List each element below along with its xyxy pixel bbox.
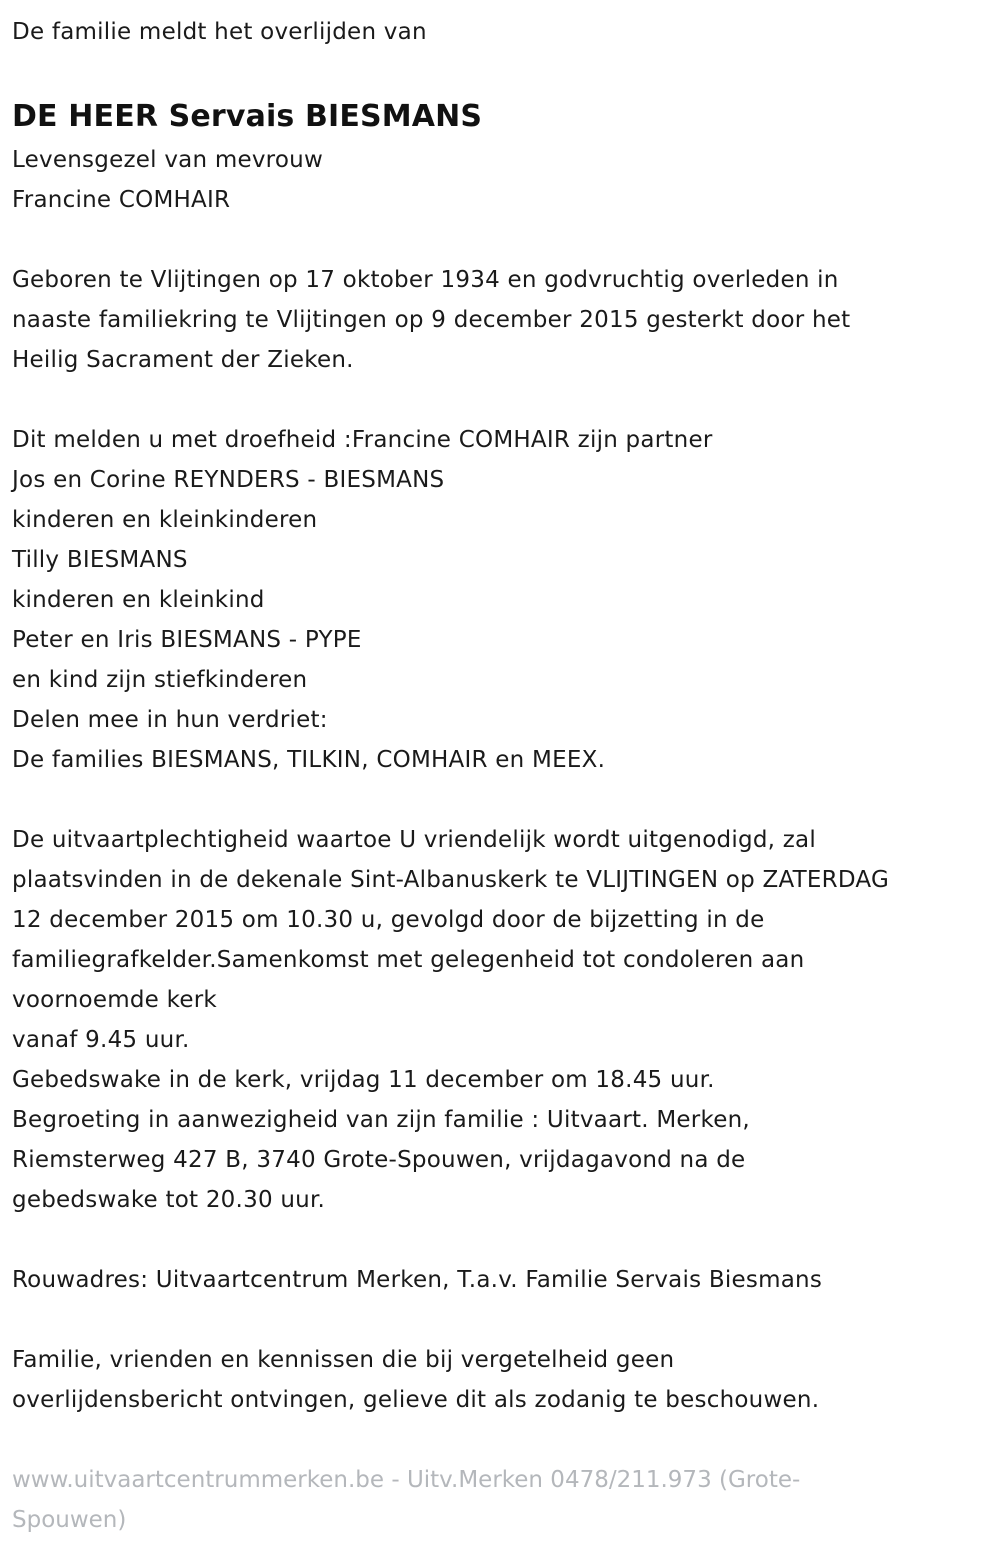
ceremony-line: plaatsvinden in de dekenale Sint-Albanuskerk te VLIJTINGEN op ZATERDAG — [12, 867, 890, 893]
spacer-before-mourning-address — [12, 1220, 992, 1260]
partner-label: Levensgezel van mevrouw — [12, 147, 324, 173]
spacer-before-footer — [12, 1420, 992, 1460]
spacer-before-closing — [12, 1300, 992, 1340]
announcement-line: kinderen en kleinkinderen — [12, 507, 318, 533]
mourning-address-line: Rouwadres: Uitvaartcentrum Merken, T.a.v. Familie Servais Biesmans — [12, 1267, 823, 1293]
spacer-before-announcement — [12, 380, 992, 420]
deceased-name-heading: DE HEER Servais BIESMANS — [12, 99, 483, 134]
ceremony-line: vanaf 9.45 uur. — [12, 1027, 190, 1053]
birth-death-line: naaste familiekring te Vlijtingen op 9 december 2015 gesterkt door het — [12, 307, 851, 333]
announcement-line: kinderen en kleinkind — [12, 587, 265, 613]
announcement-line: en kind zijn stiefkinderen — [12, 667, 308, 693]
ceremony-line: gebedswake tot 20.30 uur. — [12, 1187, 326, 1213]
announcement-line: Delen mee in hun verdriet: — [12, 707, 328, 733]
spacer-before-birth-death — [12, 220, 992, 260]
spacer-after-intro — [12, 52, 992, 92]
announcement-line: Dit melden u met droefheid :Francine COMHAIR zijn partner — [12, 427, 713, 453]
ceremony-line: familiegrafkelder.Samenkomst met gelegenheid tot condoleren aan — [12, 947, 805, 973]
ceremony-line: Begroeting in aanwezigheid van zijn familie : Uitvaart. Merken, — [12, 1107, 750, 1133]
footer-line: www.uitvaartcentrummerken.be - Uitv.Merken 0478/211.973 (Grote- — [12, 1467, 801, 1493]
announcement-line: Jos en Corine REYNDERS - BIESMANS — [12, 467, 445, 493]
ceremony-line: 12 december 2015 om 10.30 u, gevolgd door de bijzetting in de — [12, 907, 765, 933]
footer-line: Spouwen) — [12, 1507, 127, 1533]
announcement-line: Tilly BIESMANS — [12, 547, 188, 573]
closing-line: overlijdensbericht ontvingen, gelieve dit als zodanig te beschouwen. — [12, 1387, 820, 1413]
birth-death-line: Geboren te Vlijtingen op 17 oktober 1934 en godvruchtig overleden in — [12, 267, 839, 293]
birth-death-line: Heilig Sacrament der Zieken. — [12, 347, 354, 373]
ceremony-line: De uitvaartplechtigheid waartoe U vriendelijk wordt uitgenodigd, zal — [12, 827, 816, 853]
announcement-line: De families BIESMANS, TILKIN, COMHAIR en MEEX. — [12, 747, 606, 773]
ceremony-line: voornoemde kerk — [12, 987, 217, 1013]
spacer-before-ceremony — [12, 780, 992, 820]
ceremony-line: Riemsterweg 427 B, 3740 Grote-Spouwen, vrijdagavond na de — [12, 1147, 746, 1173]
intro-line: De familie meldt het overlijden van — [12, 19, 427, 45]
announcement-line: Peter en Iris BIESMANS - PYPE — [12, 627, 362, 653]
closing-line: Familie, vrienden en kennissen die bij vergetelheid geen — [12, 1347, 675, 1373]
partner-name: Francine COMHAIR — [12, 187, 231, 213]
ceremony-line: Gebedswake in de kerk, vrijdag 11 december om 18.45 uur. — [12, 1067, 715, 1093]
